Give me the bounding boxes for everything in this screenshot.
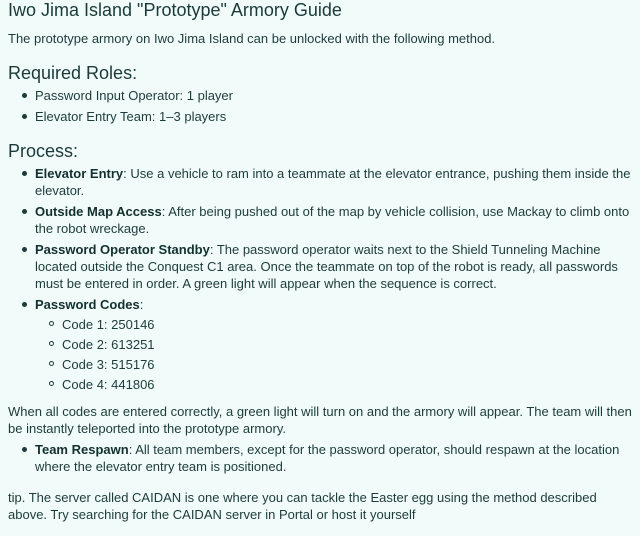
team-respawn-item	[8, 441, 638, 475]
list-item: Password Input Operator: 1 player	[8, 87, 638, 104]
step-label: Elevator Entry	[35, 166, 124, 181]
code-item: Code 4: 441806	[35, 376, 638, 393]
step-label: Team Respawn	[35, 442, 129, 457]
tip-paragraph: tip. The server called CAIDAN is one where you can tackle the Easter egg using the method described above. Try searching for the CAIDAN server in Portal or host it yourself	[8, 490, 597, 522]
process-step-elevator-entry	[8, 165, 638, 199]
step-label: Password Codes	[35, 297, 140, 312]
roles-list	[8, 87, 638, 125]
step-text: : All team members, except for the password operator, should respawn at the location where the elevator entry team is positioned.	[35, 442, 620, 474]
roles-heading: Required Roles:	[8, 63, 138, 83]
guide-page	[8, 0, 638, 523]
step-label: Outside Map Access	[35, 204, 162, 219]
step-text: : Use a vehicle to ram into a teammate at the elevator entrance, pushing them inside the elevator.	[35, 166, 631, 198]
page-title: Iwo Jima Island "Prototype" Armory Guide	[8, 0, 342, 20]
step-text: : After being pushed out of the map by vehicle collision, use Mackay to climb onto the robot wreckage.	[35, 204, 630, 236]
process-heading: Process:	[8, 141, 79, 161]
process-step-outside-map-access	[8, 203, 638, 237]
process-list	[8, 165, 638, 393]
completion-paragraph: When all codes are entered correctly, a green light will turn on and the armory will appear. The team will then be instantly teleported into the prototype armory.	[8, 404, 632, 436]
code-item: Code 3: 515176	[35, 356, 638, 373]
codes-list	[35, 316, 638, 393]
list-item: Elevator Entry Team: 1–3 players	[8, 108, 638, 125]
respawn-list	[8, 441, 638, 475]
step-label: Password Operator Standby	[35, 242, 210, 257]
step-text: :	[139, 297, 144, 312]
step-text: : The password operator waits next to the Shield Tunneling Machine located outside the Conquest C1 area. Once the teammate on top of the robot is ready, all passwords must be entered in order. A green light will appear when the sequence is correct.	[35, 242, 618, 291]
process-step-password-operator-standby	[8, 241, 638, 292]
code-item: Code 2: 613251	[35, 336, 638, 353]
code-item: Code 1: 250146	[35, 316, 638, 333]
intro-paragraph: The prototype armory on Iwo Jima Island can be unlocked with the following method.	[8, 31, 496, 46]
process-step-password-codes	[8, 296, 638, 393]
